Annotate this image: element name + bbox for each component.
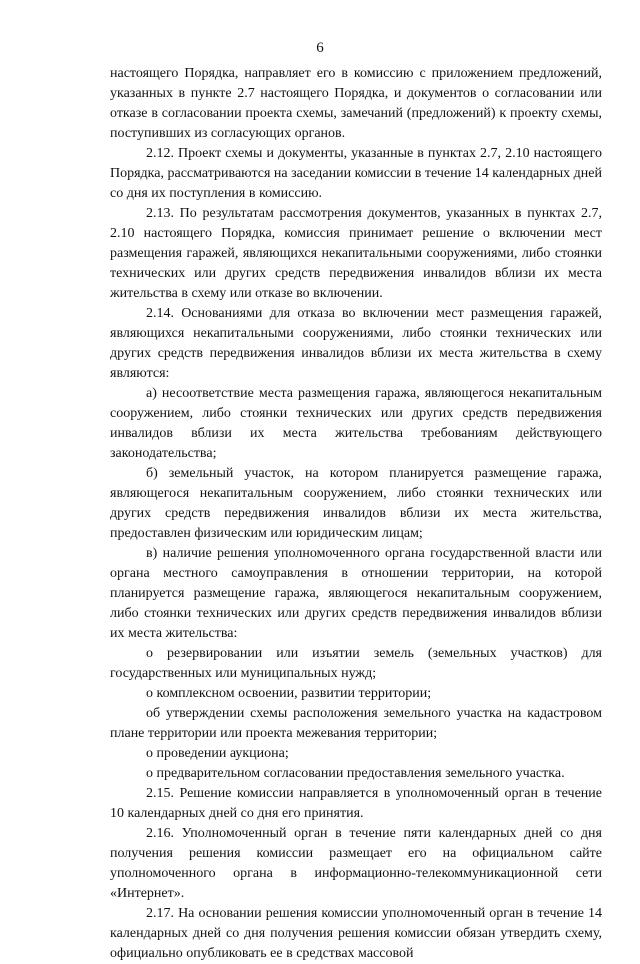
paragraph-2-17: 2.17. На основании решения комиссии уполномоченный орган в течение 14 календарных дней со дня получения решения комиссии обязан утвердить схему, официально опубликовать ее в средствах массовой	[110, 906, 602, 961]
sub-item-scheme-approval: об утверждении схемы расположения земельного участка на кадастровом плане территории или проекта межевания территории;	[110, 706, 602, 741]
list-item-a: а) несоответствие места размещения гаража, являющегося некапитальным сооружением, либо стоянки технических или других средств передвижения инвалидов вблизи их места жительства требованиям действующего законодательства;	[110, 386, 602, 461]
list-item-b: б) земельный участок, на котором планируется размещение гаража, являющегося некапитальным сооружением, либо стоянки технических или других средств передвижения инвалидов вблизи их места жительства, предоставлен физическим или юридическим лицам;	[110, 466, 602, 541]
document-body	[110, 64, 602, 964]
sub-item-preliminary-approval: о предварительном согласовании предоставления земельного участка.	[146, 766, 565, 781]
sub-item-reservation: о резервировании или изъятии земель (земельных участков) для государственных или муниципальных нужд;	[110, 646, 602, 681]
paragraph-2-12: 2.12. Проект схемы и документы, указанные в пунктах 2.7, 2.10 настоящего Порядка, рассматриваются на заседании комиссии в течение 14 календарных дней со дня их поступления в комиссию.	[110, 146, 602, 201]
paragraph-2-15: 2.15. Решение комиссии направляется в уполномоченный орган в течение 10 календарных дней со дня его принятия.	[110, 786, 602, 821]
list-item-v: в) наличие решения уполномоченного органа государственной власти или органа местного самоуправления в отношении территории, на которой планируется размещение гаража, являющегося некапитальным сооружением, либо стоянки технических или других средств передвижения инвалидов вблизи их места жительства:	[110, 546, 602, 641]
paragraph-2-13: 2.13. По результатам рассмотрения документов, указанных в пунктах 2.7, 2.10 настоящего Порядка, комиссия принимает решение о включении мест размещения гаражей, являющихся некапитальными сооружениями, либо стоянки технических или других средств передвижения инвалидов вблизи их места жительства в схему или отказе во включении.	[110, 206, 602, 301]
page-number: 6	[316, 40, 324, 56]
sub-item-auction: о проведении аукциона;	[146, 746, 289, 761]
paragraph-continuation: настоящего Порядка, направляет его в комиссию с приложением предложений, указанных в пункте 2.7 настоящего Порядка, и документов о согласовании или отказе в согласовании проекта схемы, замечаний (предложений) к проекту схемы, поступивших из согласующих органов.	[110, 66, 602, 141]
paragraph-2-16: 2.16. Уполномоченный орган в течение пяти календарных дней со дня получения решения комиссии размещает его на официальном сайте уполномоченного органа в информационно-телекоммуникационной сети «Интернет».	[110, 826, 602, 901]
sub-item-development: о комплексном освоении, развитии территории;	[146, 686, 432, 701]
paragraph-2-14: 2.14. Основаниями для отказа во включении мест размещения гаражей, являющихся некапитальными сооружениями, либо стоянки технических или других средств передвижения инвалидов вблизи их места жительства в схему являются:	[110, 306, 602, 381]
